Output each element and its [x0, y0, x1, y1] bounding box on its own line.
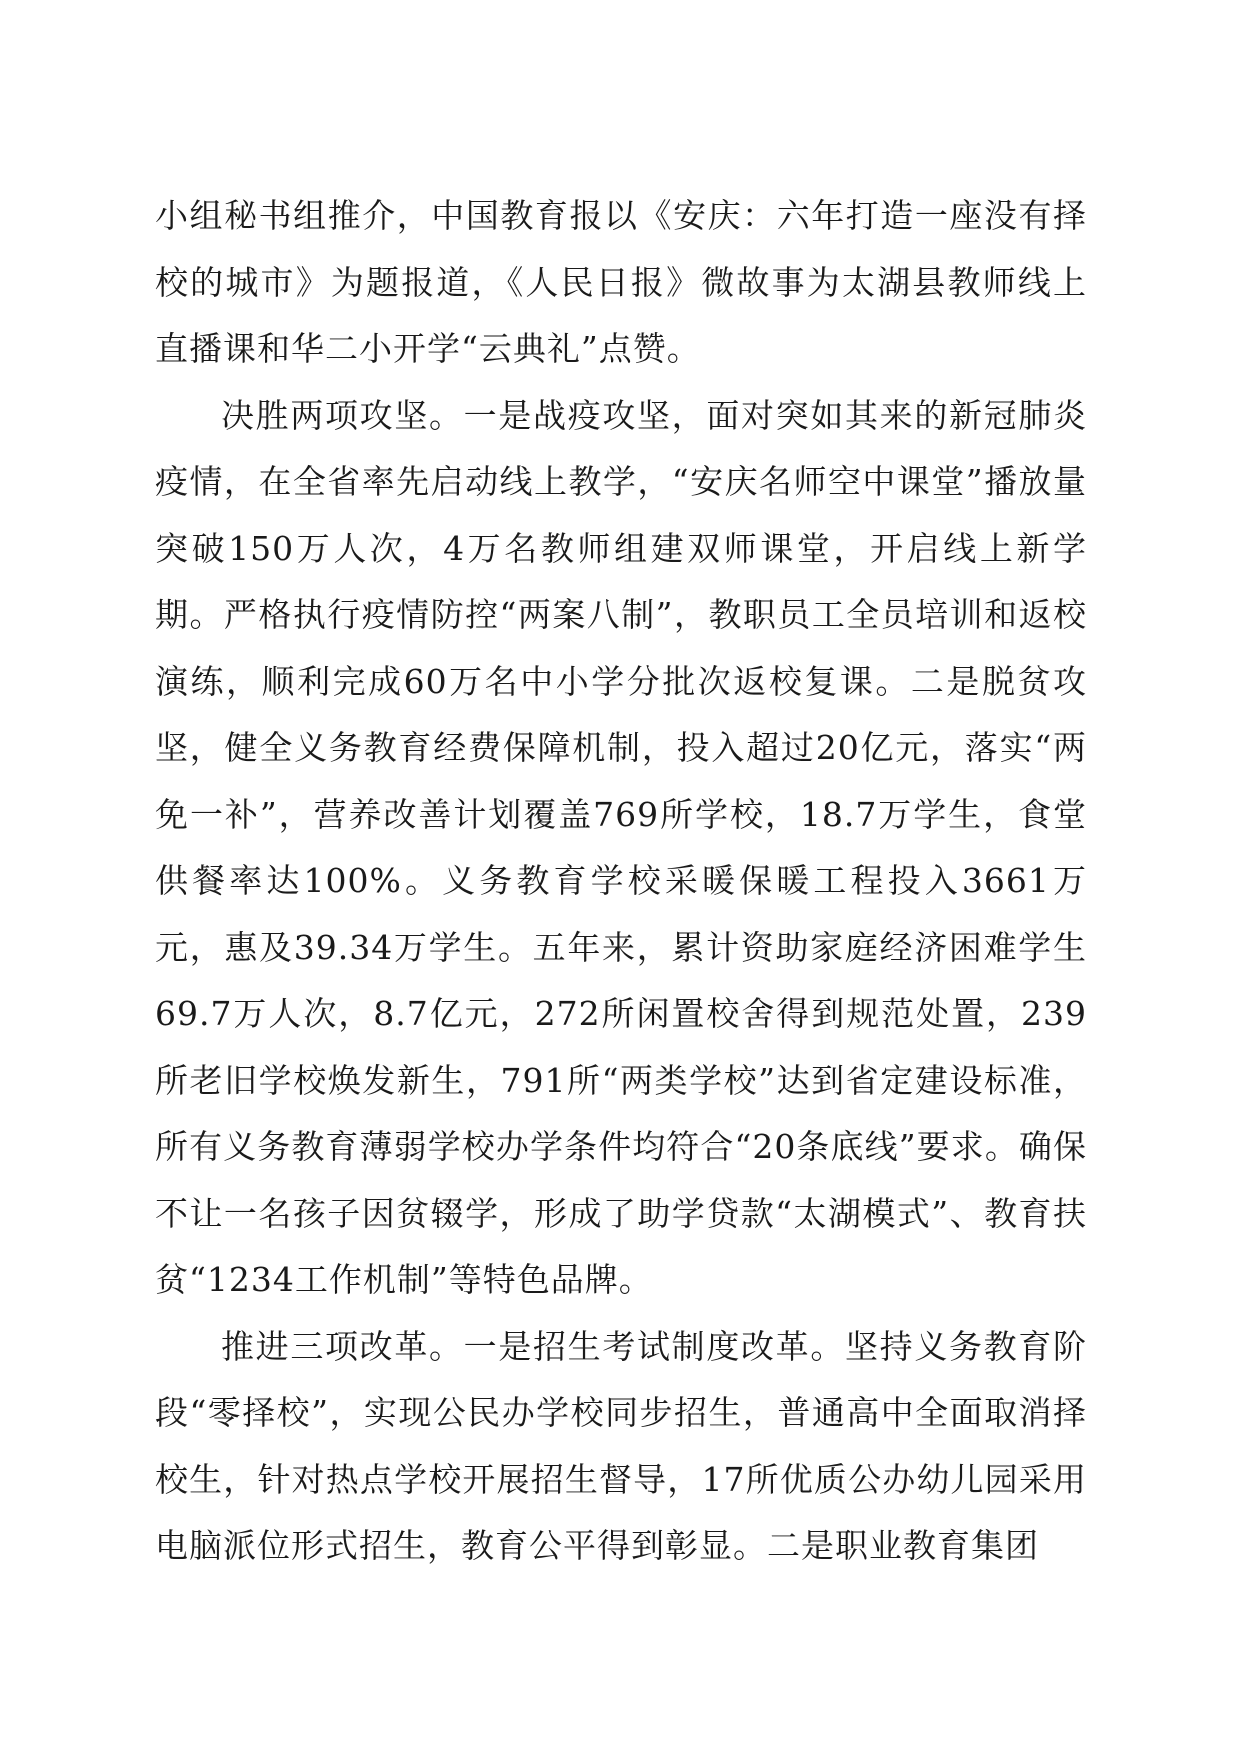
document-page: [155, 183, 1087, 1580]
paragraph-2: 决胜两项攻坚。一是战疫攻坚，面对突如其来的新冠肺炎疫情，在全省率先启动线上教学，“安庆名师空中课堂”播放量突破150万人次，4万名教师组建双师课堂，开启线上新学期。严格执行疫情防控“两案八制”，教职员工全员培训和返校演练，顺利完成60万名中小学分批次返校复课。二是脱贫攻坚，健全义务教育经费保障机制，投入超过20亿元，落实“两免一补”，营养改善计划覆盖769所学校，18.7万学生，食堂供餐率达100%。义务教育学校采暖保暖工程投入3661万元，惠及39.34万学生。五年来，累计资助家庭经济困难学生69.7万人次，8.7亿元，272所闲置校舍得到规范处置，239所老旧学校焕发新生，791所“两类学校”达到省定建设标准，所有义务教育薄弱学校办学条件均符合“20条底线”要求。确保不让一名孩子因贫辍学，形成了助学贷款“太湖模式”、教育扶贫“1234工作机制”等特色品牌。: [155, 395, 1087, 1299]
paragraph-1: 小组秘书组推介，中国教育报以《安庆：六年打造一座没有择校的城市》为题报道，《人民日报》微故事为太湖县教师线上直播课和华二小开学“云典礼”点赞。: [155, 196, 1087, 368]
paragraph-3: 推进三项改革。一是招生考试制度改革。坚持义务教育阶段“零择校”，实现公民办学校同步招生，普通高中全面取消择校生，针对热点学校开展招生督导，17所优质公办幼儿园采用电脑派位形式招生，教育公平得到彰显。二是职业教育集团: [155, 1326, 1087, 1565]
